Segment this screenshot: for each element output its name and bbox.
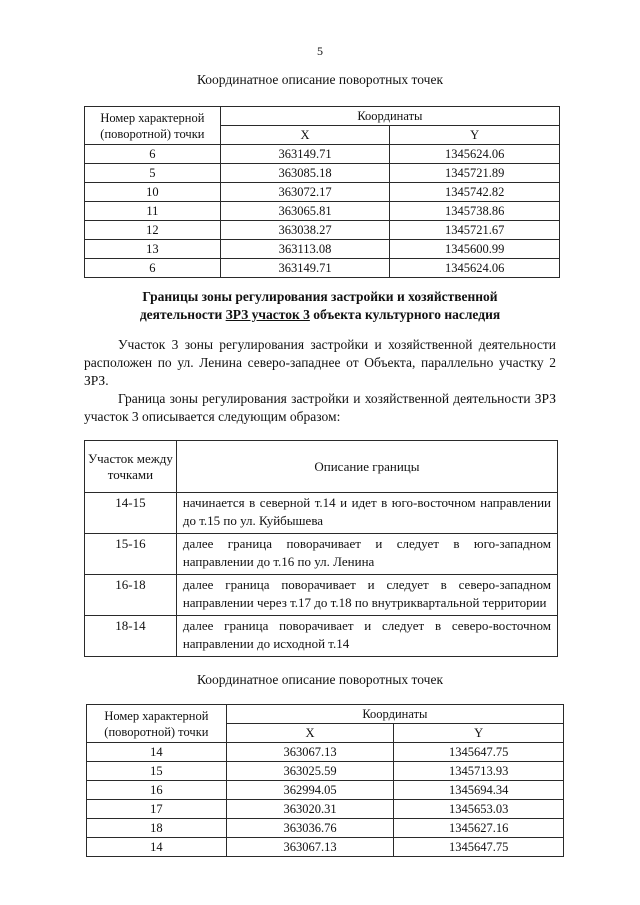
- table-row: [87, 800, 564, 819]
- point-cell: 14: [87, 743, 227, 762]
- segment-cell: 14-15: [85, 493, 177, 534]
- table-row: [87, 781, 564, 800]
- x-cell: 363149.71: [220, 259, 390, 278]
- y-cell: 1345721.67: [390, 221, 560, 240]
- y-cell: 1345600.99: [390, 240, 560, 259]
- table-row: [85, 616, 558, 657]
- y-cell: 1345627.16: [394, 819, 564, 838]
- page-number: 5: [317, 44, 323, 58]
- point-cell: 13: [85, 240, 221, 259]
- y-cell: 1345624.06: [390, 145, 560, 164]
- paragraph-location-text: Участок 3 зоны регулирования застройки и хозяйственной деятельности расположен по ул. Ленина северо-западнее от Объекта, параллельно участку 2 ЗРЗ.: [84, 337, 556, 388]
- x-cell: 362994.05: [226, 781, 394, 800]
- point-cell: 16: [87, 781, 227, 800]
- table-row: [85, 145, 560, 164]
- coordinates-caption-1: Координатное описание поворотных точек: [196, 72, 444, 87]
- coordinates-table-1: [84, 106, 560, 278]
- boundary-description-table: [84, 440, 558, 657]
- x-cell: 363067.13: [226, 743, 394, 762]
- coordinates-caption-2: Координатное описание поворотных точек: [196, 672, 444, 687]
- x-cell: 363149.71: [220, 145, 390, 164]
- header-point-number: Номер характерной (поворотной) точки: [87, 705, 227, 743]
- header-segment: Участок между точками: [85, 441, 177, 493]
- table-row: [87, 838, 564, 857]
- description-cell: далее граница поворачивает и следует в северо-восточном направлении до исходной т.14: [176, 616, 557, 657]
- table-row: [85, 164, 560, 183]
- point-cell: 6: [85, 145, 221, 164]
- segment-cell: 16-18: [85, 575, 177, 616]
- segment-cell: 18-14: [85, 616, 177, 657]
- coordinates-table-2: [86, 704, 564, 857]
- segment-cell: 15-16: [85, 534, 177, 575]
- heading-line-2: [90, 306, 550, 324]
- y-cell: 1345742.82: [390, 183, 560, 202]
- table-row: [87, 743, 564, 762]
- table-row: [85, 493, 558, 534]
- heading-line-1: Границы зоны регулирования застройки и хозяйственной: [142, 289, 498, 304]
- header-coordinates: Координаты: [220, 107, 559, 126]
- header-coordinates: Координаты: [226, 705, 563, 724]
- header-point-number: Номер характерной (поворотной) точки: [85, 107, 221, 145]
- x-cell: 363065.81: [220, 202, 390, 221]
- header-description: Описание границы: [176, 441, 557, 493]
- description-cell: далее граница поворачивает и следует в юго-западном направлении до т.16 по ул. Ленина: [176, 534, 557, 575]
- heading-underlined-zone: ЗРЗ участок 3: [225, 307, 310, 322]
- table-row: [85, 183, 560, 202]
- point-cell: 14: [87, 838, 227, 857]
- y-cell: 1345738.86: [390, 202, 560, 221]
- y-cell: 1345694.34: [394, 781, 564, 800]
- x-cell: 363025.59: [226, 762, 394, 781]
- table-row: [85, 240, 560, 259]
- table-row: [85, 534, 558, 575]
- y-cell: 1345653.03: [394, 800, 564, 819]
- y-cell: 1345721.89: [390, 164, 560, 183]
- point-cell: 11: [85, 202, 221, 221]
- heading-line-2-end: объекта культурного наследия: [309, 307, 501, 322]
- point-cell: 17: [87, 800, 227, 819]
- y-cell: 1345624.06: [390, 259, 560, 278]
- header-y: Y: [394, 724, 564, 743]
- point-cell: 18: [87, 819, 227, 838]
- x-cell: 363085.18: [220, 164, 390, 183]
- y-cell: 1345647.75: [394, 743, 564, 762]
- x-cell: 363036.76: [226, 819, 394, 838]
- x-cell: 363113.08: [220, 240, 390, 259]
- x-cell: 363038.27: [220, 221, 390, 240]
- table-row: [87, 819, 564, 838]
- paragraph-boundary-intro-text: Граница зоны регулирования застройки и хозяйственной деятельности ЗРЗ участок 3 описывается следующим образом:: [84, 391, 556, 424]
- x-cell: 363072.17: [220, 183, 390, 202]
- header-x: X: [220, 126, 390, 145]
- x-cell: 363067.13: [226, 838, 394, 857]
- table-row: [87, 762, 564, 781]
- point-cell: 10: [85, 183, 221, 202]
- paragraph-location: [84, 336, 556, 390]
- heading-line-2-start: деятельности: [139, 307, 226, 322]
- point-cell: 6: [85, 259, 221, 278]
- description-cell: далее граница поворачивает и следует в северо-западном направлении через т.17 до т.18 по внутриквартальной территории: [176, 575, 557, 616]
- y-cell: 1345713.93: [394, 762, 564, 781]
- paragraph-boundary-intro: [84, 390, 556, 426]
- point-cell: 12: [85, 221, 221, 240]
- table-row: [85, 259, 560, 278]
- header-x: X: [226, 724, 394, 743]
- x-cell: 363020.31: [226, 800, 394, 819]
- point-cell: 15: [87, 762, 227, 781]
- table-row: [85, 202, 560, 221]
- table-row: [85, 575, 558, 616]
- description-cell: начинается в северной т.14 и идет в юго-восточном направлении до т.15 по ул. Куйбышева: [176, 493, 557, 534]
- point-cell: 5: [85, 164, 221, 183]
- table-row: [85, 221, 560, 240]
- section-heading: [90, 288, 550, 324]
- y-cell: 1345647.75: [394, 838, 564, 857]
- header-y: Y: [390, 126, 560, 145]
